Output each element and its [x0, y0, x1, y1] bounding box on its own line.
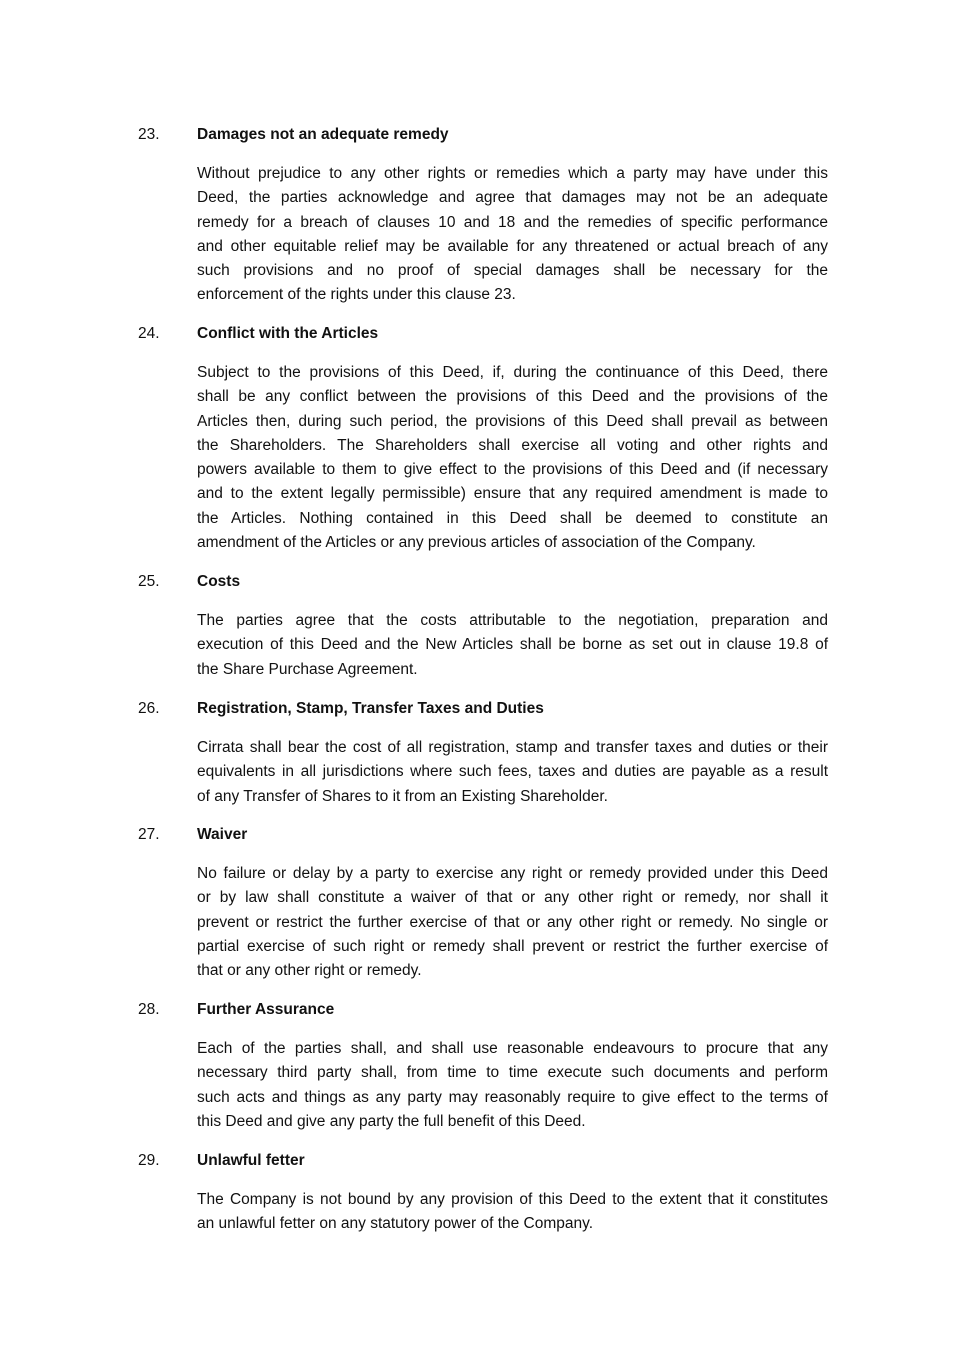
clause-number: 27.: [138, 826, 160, 843]
clause-title: Damages not an adequate remedy: [197, 126, 449, 143]
clause-title: Costs: [197, 573, 241, 590]
clause-text-line: or by law shall constitute a waiver of that or any other right or remedy, nor shall it: [197, 889, 828, 907]
clause-text-line: The parties agree that the costs attributable to the negotiation, preparation and: [197, 612, 828, 629]
clause-number: 28.: [138, 1001, 160, 1018]
clause-text-line: equivalents in all jurisdictions where such fees, taxes and duties are payable as a result: [197, 763, 828, 781]
clause-text-line: powers available to them to give effect to the provisions of this Deed and (if necessary: [197, 461, 828, 479]
clause-text-line: such acts and things as any party may reasonably require to give effect to the terms of: [197, 1088, 828, 1106]
clause-title: Registration, Stamp, Transfer Taxes and Duties: [197, 700, 544, 717]
clause-text-line: such provisions and no proof of special damages shall be necessary for the: [197, 262, 828, 280]
clause-text-line: an unlawful fetter on any statutory power of the Company.: [197, 1215, 594, 1233]
clause-body: [197, 736, 828, 809]
clause-text-line: the Share Purchase Agreement.: [197, 660, 418, 678]
clause-23: [0, 123, 965, 304]
clause-text-line: Without prejudice to any other rights or remedies which a party may have under this: [197, 165, 828, 182]
clause-number: 26.: [138, 700, 160, 717]
clause-text-line: remedy for a breach of clauses 10 and 18 and the remedies of specific performance: [197, 213, 828, 231]
clause-text-line: Subject to the provisions of this Deed, if, during the continuance of this Deed, there: [197, 364, 828, 381]
clause-text-line: execution of this Deed and the New Articles shall be borne as set out in clause 19.8 of: [197, 636, 828, 654]
clause-body: [197, 862, 828, 983]
clause-title: Waiver: [197, 826, 248, 843]
clause-number: 29.: [138, 1152, 160, 1169]
clause-29: [0, 1149, 965, 1233]
clause-text-line: of any Transfer of Shares to it from an Existing Shareholder.: [197, 787, 608, 805]
clause-text-line: enforcement of the rights under this clause 23.: [197, 286, 516, 304]
clause-25: [0, 570, 965, 678]
clause-26: [0, 697, 965, 805]
clause-title: Unlawful fetter: [197, 1152, 305, 1169]
clause-text-line: the Articles. Nothing contained in this Deed shall be deemed to constitute an: [197, 509, 828, 527]
clause-text-line: Articles then, during such period, the provisions of this Deed shall prevail as between: [197, 412, 828, 430]
clause-number: 24.: [138, 325, 160, 342]
clause-text-line: necessary third party shall, from time to time execute such documents and perform: [197, 1064, 828, 1082]
clause-heading: [0, 570, 965, 594]
clause-body: [197, 361, 828, 555]
clause-text-line: this Deed and give any party the full benefit of this Deed.: [197, 1112, 586, 1130]
clause-text-line: The Company is not bound by any provision of this Deed to the extent that it constitutes: [197, 1191, 828, 1208]
clause-text-line: Each of the parties shall, and shall use reasonable endeavours to procure that any: [197, 1040, 828, 1057]
clause-text-line: that or any other right or remedy.: [197, 962, 422, 980]
clause-text-line: the Shareholders. The Shareholders shall exercise all voting and other rights and: [197, 436, 828, 454]
clause-heading: [0, 123, 965, 147]
clause-heading: [0, 697, 965, 721]
clause-body: [197, 1188, 828, 1237]
clause-24: [0, 322, 965, 552]
clause-heading: [0, 1149, 965, 1173]
clause-heading: [0, 322, 965, 346]
clause-text-line: No failure or delay by a party to exercise any right or remedy provided under this Deed: [197, 865, 828, 882]
clause-text-line: Deed, the parties acknowledge and agree that damages may not be an adequate: [197, 189, 828, 207]
clause-27: [0, 823, 965, 980]
clause-heading: [0, 823, 965, 847]
clause-body: [197, 1037, 828, 1134]
clause-text-line: and other equitable relief may be available for any threatened or actual breach of any: [197, 237, 828, 255]
clause-number: 25.: [138, 573, 160, 590]
clause-text-line: Cirrata shall bear the cost of all registration, stamp and transfer taxes and duties or their: [197, 739, 828, 756]
clause-title: Further Assurance: [197, 1001, 335, 1018]
clause-text-line: shall be any conflict between the provisions of this Deed and the provisions of the: [197, 388, 828, 406]
clause-heading: [0, 998, 965, 1022]
clause-body: [197, 609, 828, 682]
clause-title: Conflict with the Articles: [197, 325, 379, 342]
clause-text-line: partial exercise of such right or remedy shall prevent or restrict the further exercise of: [197, 937, 828, 955]
clause-text-line: amendment of the Articles or any previous articles of association of the Company.: [197, 534, 756, 552]
clause-number: 23.: [138, 126, 160, 143]
clause-body: [197, 162, 828, 308]
clause-28: [0, 998, 965, 1130]
clause-text-line: prevent or restrict the further exercise of that or any other right or remedy. No single or: [197, 913, 828, 931]
clause-text-line: and to the extent legally permissible) ensure that any required amendment is made to: [197, 485, 828, 503]
